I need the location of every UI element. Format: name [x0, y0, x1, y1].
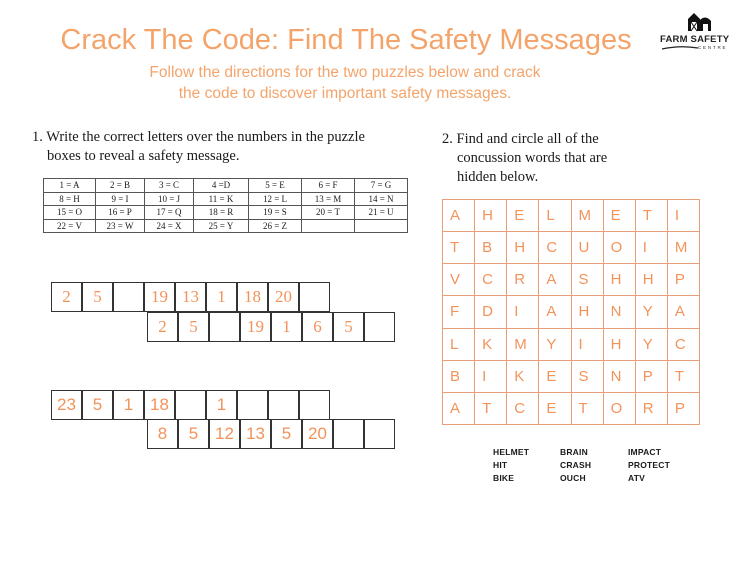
key-cell: 14 = N	[355, 192, 408, 206]
key-cell: 22 = V	[44, 219, 96, 233]
grid-letter: I	[507, 296, 539, 328]
key-cell: 7 = G	[355, 179, 408, 193]
key-cell: 10 = J	[145, 192, 194, 206]
grid-letter: S	[571, 264, 603, 296]
code-box	[364, 312, 395, 342]
key-cell	[355, 219, 408, 233]
key-row	[44, 206, 408, 220]
key-row	[44, 192, 408, 206]
key-cell: 5 = E	[249, 179, 302, 193]
grid-letter: C	[667, 328, 699, 360]
code-box	[333, 419, 364, 449]
grid-letter: Y	[635, 328, 667, 360]
code-box: 1	[206, 282, 237, 312]
grid-letter: N	[603, 296, 635, 328]
word-list-item: BRAIN	[560, 447, 588, 457]
puzzle2-instructions	[442, 130, 682, 187]
grid-letter: I	[635, 232, 667, 264]
code-box: 5	[271, 419, 302, 449]
code-box	[209, 312, 240, 342]
code-box: 20	[268, 282, 299, 312]
code-box: 6	[302, 312, 333, 342]
key-cell: 21 = U	[355, 206, 408, 220]
grid-letter: M	[667, 232, 699, 264]
grid-letter: K	[475, 328, 507, 360]
grid-letter: E	[603, 200, 635, 232]
grid-letter: E	[539, 392, 571, 424]
grid-letter: O	[603, 232, 635, 264]
word-list-item: OUCH	[560, 473, 586, 483]
grid-letter: I	[571, 328, 603, 360]
grid-row	[443, 232, 700, 264]
grid-letter: Y	[635, 296, 667, 328]
logo-text: FARM SAFETY	[660, 34, 730, 45]
barn-icon	[686, 10, 712, 32]
code-box: 1	[113, 390, 144, 420]
code-box: 8	[147, 419, 178, 449]
word-list-item: ATV	[628, 473, 645, 483]
grid-row	[443, 392, 700, 424]
letter-number-key	[43, 178, 408, 233]
code-box	[299, 390, 330, 420]
grid-letter: L	[443, 328, 475, 360]
code-box: 19	[144, 282, 175, 312]
grid-letter: T	[571, 392, 603, 424]
grid-letter: D	[475, 296, 507, 328]
code-box: 1	[271, 312, 302, 342]
grid-letter: T	[475, 392, 507, 424]
key-cell: 24 = X	[145, 219, 194, 233]
code-box: 18	[144, 390, 175, 420]
grid-letter: M	[507, 328, 539, 360]
grid-row	[443, 264, 700, 296]
grid-letter: F	[443, 296, 475, 328]
key-cell: 17 = Q	[145, 206, 194, 220]
key-cell: 11 = K	[194, 192, 249, 206]
logo-swoosh-icon	[660, 45, 700, 51]
grid-letter: P	[667, 264, 699, 296]
grid-row	[443, 328, 700, 360]
word-search-grid	[442, 199, 700, 425]
code-box: 5	[82, 390, 113, 420]
grid-row	[443, 200, 700, 232]
key-cell: 1 = A	[44, 179, 96, 193]
page-title: Crack The Code: Find The Safety Messages	[60, 24, 632, 56]
code-box: 2	[51, 282, 82, 312]
code-box: 5	[333, 312, 364, 342]
grid-letter: H	[507, 232, 539, 264]
grid-letter: H	[571, 296, 603, 328]
key-cell: 19 = S	[249, 206, 302, 220]
subtitle-line-2: the code to discover important safety messages.	[178, 85, 512, 102]
grid-letter: R	[507, 264, 539, 296]
code-box: 13	[175, 282, 206, 312]
word-list-item: PROTECT	[628, 460, 671, 470]
puzzle1-instructions	[32, 128, 412, 166]
key-cell: 8 = H	[44, 192, 96, 206]
grid-letter: A	[539, 296, 571, 328]
key-cell: 12 = L	[249, 192, 302, 206]
code-box	[299, 282, 330, 312]
page-subtitle	[60, 62, 630, 104]
grid-letter: I	[475, 360, 507, 392]
word-list-item: IMPACT	[628, 447, 662, 457]
grid-letter: R	[635, 392, 667, 424]
code-box	[113, 282, 144, 312]
grid-letter: H	[635, 264, 667, 296]
grid-letter: I	[667, 200, 699, 232]
key-row	[44, 219, 408, 233]
grid-letter: E	[539, 360, 571, 392]
grid-row	[443, 360, 700, 392]
subtitle-line-1: Follow the directions for the two puzzles below and crack	[149, 64, 541, 81]
key-cell: 2 = B	[96, 179, 145, 193]
grid-letter: T	[443, 232, 475, 264]
grid-letter: P	[635, 360, 667, 392]
code-box: 1	[206, 390, 237, 420]
word-list-item: HELMET	[493, 447, 530, 457]
grid-letter: C	[507, 392, 539, 424]
puzzle1-instruction-line-1: 1. Write the correct letters over the numbers in the puzzle	[32, 129, 365, 145]
key-cell: 13 = M	[302, 192, 355, 206]
grid-letter: T	[667, 360, 699, 392]
puzzle2-instruction-line-1: 2. Find and circle all of the	[442, 131, 599, 147]
grid-letter: V	[443, 264, 475, 296]
code-box	[268, 390, 299, 420]
grid-row	[443, 296, 700, 328]
grid-letter: A	[539, 264, 571, 296]
key-cell: 23 = W	[96, 219, 145, 233]
key-cell: 15 = O	[44, 206, 96, 220]
grid-letter: H	[603, 264, 635, 296]
grid-letter: H	[475, 200, 507, 232]
code-box: 5	[82, 282, 113, 312]
key-cell: 26 = Z	[249, 219, 302, 233]
logo-subtext: CENTRE	[698, 45, 728, 50]
puzzle2-instruction-line-3: hidden below.	[457, 169, 539, 185]
key-cell: 20 = T	[302, 206, 355, 220]
grid-letter: C	[539, 232, 571, 264]
code-box: 18	[237, 282, 268, 312]
grid-letter: E	[507, 200, 539, 232]
code-box: 5	[178, 312, 209, 342]
key-row	[44, 179, 408, 193]
key-cell: 4 =D	[194, 179, 249, 193]
grid-letter: O	[603, 392, 635, 424]
key-cell: 25 = Y	[194, 219, 249, 233]
key-cell: 16 = P	[96, 206, 145, 220]
grid-letter: S	[571, 360, 603, 392]
grid-letter: B	[443, 360, 475, 392]
grid-letter: P	[667, 392, 699, 424]
code-box	[237, 390, 268, 420]
grid-letter: T	[635, 200, 667, 232]
grid-letter: Y	[539, 328, 571, 360]
grid-letter: U	[571, 232, 603, 264]
code-box: 13	[240, 419, 271, 449]
key-cell: 6 = F	[302, 179, 355, 193]
key-cell: 9 = I	[96, 192, 145, 206]
code-box: 5	[178, 419, 209, 449]
key-cell	[302, 219, 355, 233]
code-box: 20	[302, 419, 333, 449]
code-box: 12	[209, 419, 240, 449]
word-list-item: HIT	[493, 460, 508, 470]
grid-letter: A	[443, 392, 475, 424]
grid-letter: B	[475, 232, 507, 264]
grid-letter: H	[603, 328, 635, 360]
grid-letter: L	[539, 200, 571, 232]
code-box	[364, 419, 395, 449]
code-box: 23	[51, 390, 82, 420]
grid-letter: A	[443, 200, 475, 232]
grid-letter: C	[475, 264, 507, 296]
grid-letter: K	[507, 360, 539, 392]
farm-safety-centre-logo	[660, 10, 742, 54]
puzzle1-instruction-line-2: boxes to reveal a safety message.	[47, 148, 240, 164]
puzzle2-instruction-line-2: concussion words that are	[457, 150, 608, 166]
word-list-item: CRASH	[560, 460, 592, 470]
grid-letter: M	[571, 200, 603, 232]
grid-letter: A	[667, 296, 699, 328]
code-box: 19	[240, 312, 271, 342]
grid-letter: N	[603, 360, 635, 392]
key-cell: 3 = C	[145, 179, 194, 193]
code-box: 2	[147, 312, 178, 342]
word-list-item: BIKE	[493, 473, 515, 483]
code-box	[175, 390, 206, 420]
key-cell: 18 = R	[194, 206, 249, 220]
